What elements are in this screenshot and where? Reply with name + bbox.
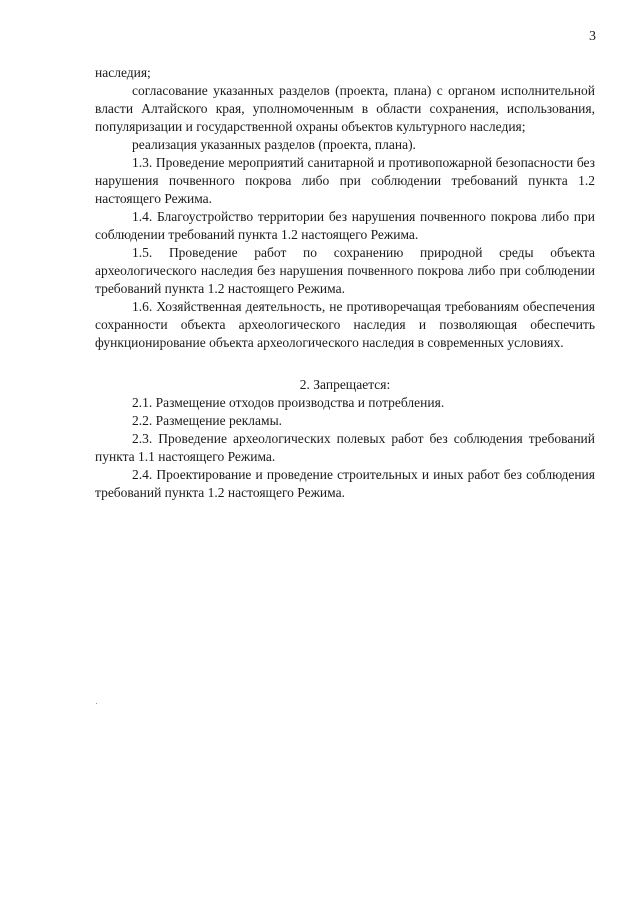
paragraph-continuation: наследия;: [95, 65, 151, 80]
paragraph-1-5: 1.5. Проведение работ по сохранению природной среды объекта археологического наследия без нарушения почвенного покрова либо при соблюдении требований пункта 1.2 настоящего Режима.: [95, 245, 595, 296]
scan-speck: [96, 703, 97, 704]
page-number: 3: [589, 29, 596, 44]
paragraph-2-4: 2.4. Проектирование и проведение строительных и иных работ без соблюдения требований пункта 1.2 настоящего Режима.: [95, 467, 595, 500]
paragraph-implementation: реализация указанных разделов (проекта, плана).: [132, 137, 416, 152]
paragraph-1-4: 1.4. Благоустройство территории без нарушения почвенного покрова либо при соблюдении требований пункта 1.2 настоящего Режима.: [95, 209, 595, 242]
paragraph-2-3: 2.3. Проведение археологических полевых работ без соблюдения требований пункта 1.1 настоящего Режима.: [95, 431, 595, 464]
paragraph-2-1: 2.1. Размещение отходов производства и потребления.: [132, 395, 445, 410]
paragraph-approval: согласование указанных разделов (проекта, плана) с органом исполнительной власти Алтайского края, уполномоченным в области сохранения, использования, популяризации и государственной охраны объектов культурного наследия;: [95, 83, 595, 134]
section-2-heading: 2. Запрещается:: [299, 377, 391, 392]
document-body: [95, 64, 595, 502]
paragraph-1-6: 1.6. Хозяйственная деятельность, не противоречащая требованиям обеспечения сохранности объекта археологического наследия и позволяющая обеспечить функционирование объекта археологического наследия в современных условиях.: [95, 299, 595, 350]
paragraph-2-2: 2.2. Размещение рекламы.: [132, 413, 283, 428]
paragraph-1-3: 1.3. Проведение мероприятий санитарной и противопожарной безопасности без нарушения почвенного покрова либо при соблюдении требований пункта 1.2 настоящего Режима.: [95, 155, 595, 206]
